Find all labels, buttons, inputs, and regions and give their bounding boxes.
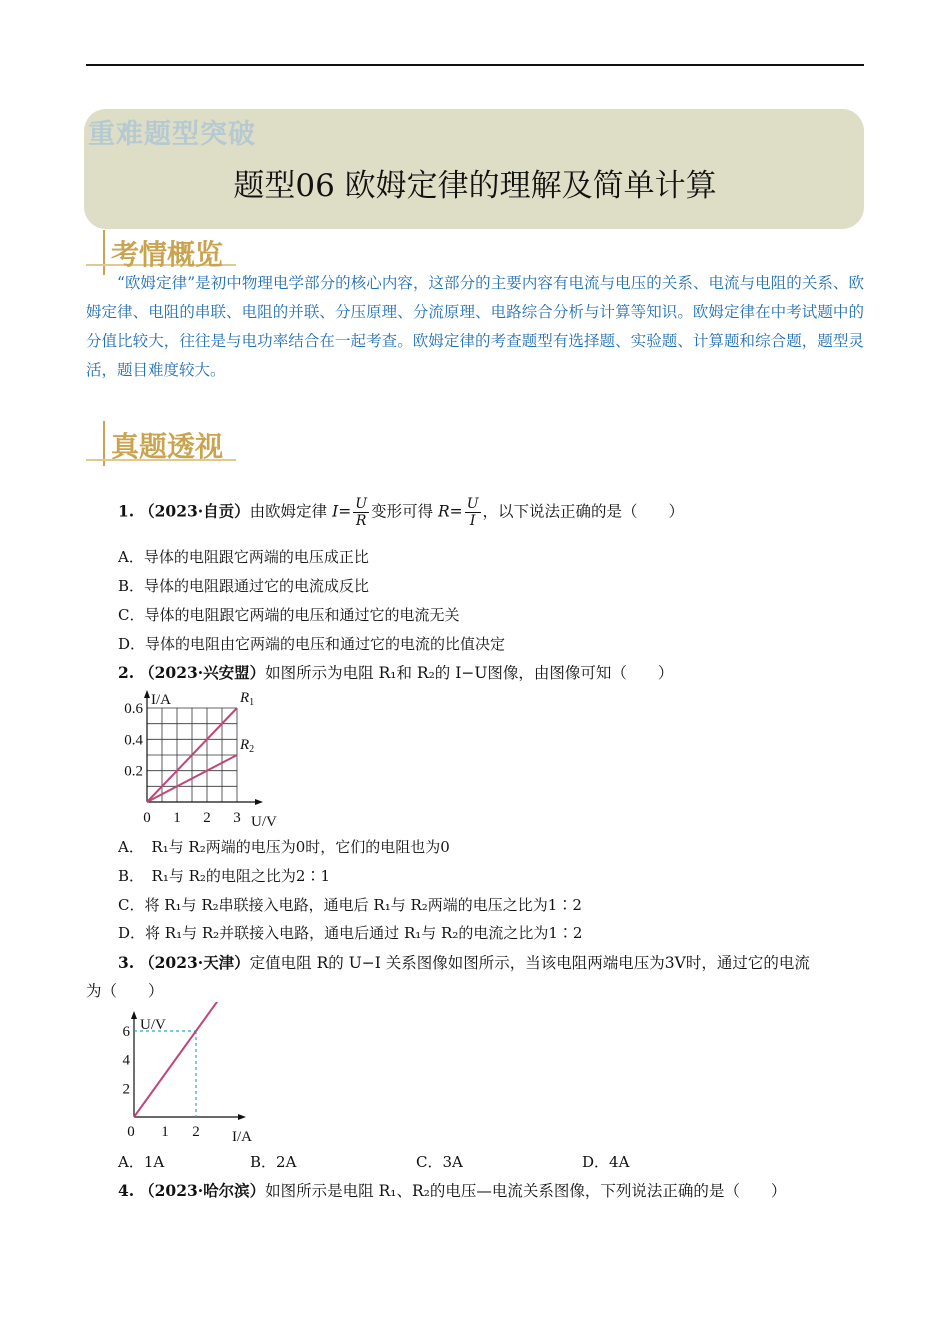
x-axis-label: U/V <box>251 814 277 828</box>
formula-lhs: R= <box>438 502 463 521</box>
formula-fraction: $\frac{U}{R}$ <box>355 496 368 529</box>
question-source: （2023·天津） <box>139 953 250 972</box>
question-source: （2023·兴安盟） <box>139 663 266 682</box>
banner-tag: 重难题型突破 <box>88 119 256 150</box>
y-tick-label: 0.6 <box>124 701 143 717</box>
y-tick-label: 2 <box>122 1081 130 1098</box>
y-axis-arrow <box>144 690 150 698</box>
formula-lhs: I= <box>332 502 352 521</box>
x-tick-label: 2 <box>192 1124 200 1140</box>
question-2 <box>118 661 673 683</box>
y-axis-arrow <box>131 1011 137 1019</box>
option-c: C．导体的电阻跟它两端的电压和通过它的电流无关 <box>118 606 460 624</box>
option-b: B．2A <box>250 1153 297 1171</box>
question-4 <box>118 1179 786 1201</box>
option-a: A． R₁与 R₂两端的电压为0时，它们的电阻也为0 <box>118 838 450 856</box>
question-text: 变形可得 <box>371 502 434 521</box>
question-3 <box>118 951 810 973</box>
chart-i-u <box>110 688 300 828</box>
option-b: B． R₁与 R₂的电阻之比为2∶1 <box>118 867 330 885</box>
option-d: D．导体的电阻由它两端的电压和通过它的电流的比值决定 <box>118 635 506 653</box>
x-tick-label: 1 <box>161 1124 169 1140</box>
option-b: B．导体的电阻跟通过它的电流成反比 <box>118 577 370 595</box>
x-tick-label: 0 <box>143 810 151 826</box>
question-text-continued: 为（ ） <box>86 982 164 1000</box>
question-text: 定值电阻 R的 U−I 关系图像如图所示，当该电阻两端电压为3V时，通过它的电流 <box>249 954 810 972</box>
question-number: 4. <box>118 1181 135 1200</box>
y-axis-label: I/A <box>151 692 171 708</box>
header-rule <box>86 64 864 66</box>
section-heading-real: 真题透视 <box>111 430 224 463</box>
intro-paragraph: “欧姆定律”是初中物理电学部分的核心内容，这部分的主要内容有电流与电压的关系、电流与电阻的关系、欧姆定律、电阻的串联、电阻的并联、分压原理、分流原理、电路综合分析与计算等知识。欧姆定律在中考试题中的分值比较大，往往是与电功率结合在一起考查。欧姆定律的考查题型有选择题、实验题、计算题和综合题，题型灵活，题目难度较大。 <box>86 274 864 379</box>
option-c: C．将 R₁与 R₂串联接入电路，通电后 R₁与 R₂两端的电压之比为1∶2 <box>118 896 582 914</box>
option-a: A．1A <box>118 1153 165 1171</box>
x-tick-label: 1 <box>173 810 181 826</box>
y-tick-label: 0.2 <box>124 763 143 780</box>
y-axis-label: U/V <box>140 1017 166 1033</box>
option-c: C．3A <box>416 1153 463 1171</box>
question-text: 如图所示为电阻 R₁和 R₂的 I−U图像，由图像可知（ ） <box>265 664 674 682</box>
question-1 <box>118 496 684 529</box>
series-label: $R_2$ <box>240 737 255 755</box>
page-title: 题型06 欧姆定律的理解及简单计算 <box>233 168 717 204</box>
question-number: 1. <box>118 501 135 521</box>
section-heading-overview: 考情概览 <box>111 238 224 271</box>
x-tick-label: 3 <box>233 810 241 826</box>
x-tick-label: 0 <box>127 1124 135 1140</box>
option-d: D．将 R₁与 R₂并联接入电路，通电后通过 R₁与 R₂的电流之比为1∶2 <box>118 924 583 942</box>
question-text: ，以下说法正确的是（ ） <box>482 502 685 521</box>
x-tick-label: 2 <box>203 810 211 826</box>
question-text: 如图所示是电阻 R₁、R₂的电压—电流关系图像，下列说法正确的是（ ） <box>265 1182 787 1200</box>
series-label: $R_1$ <box>240 690 255 708</box>
chart-labels <box>123 1017 253 1142</box>
x-axis-label: I/A <box>232 1129 252 1142</box>
question-number: 3. <box>118 953 135 972</box>
question-text: 由欧姆定律 <box>249 502 328 521</box>
option-d: D．4A <box>582 1153 630 1171</box>
y-tick-label: 4 <box>122 1052 130 1069</box>
y-tick-label: 6 <box>122 1024 130 1040</box>
chart-u-i <box>110 1002 280 1142</box>
x-axis-arrow <box>238 1114 246 1120</box>
question-source: （2023·哈尔滨） <box>139 1181 266 1200</box>
x-axis-arrow <box>255 799 263 805</box>
option-a: A．导体的电阻跟它两端的电压成正比 <box>118 548 369 566</box>
question-source: （2023·自贡） <box>139 501 250 521</box>
y-tick-label: 0.4 <box>124 732 143 749</box>
formula-fraction: $\frac{U}{I}$ <box>466 496 479 529</box>
question-number: 2. <box>118 663 135 682</box>
